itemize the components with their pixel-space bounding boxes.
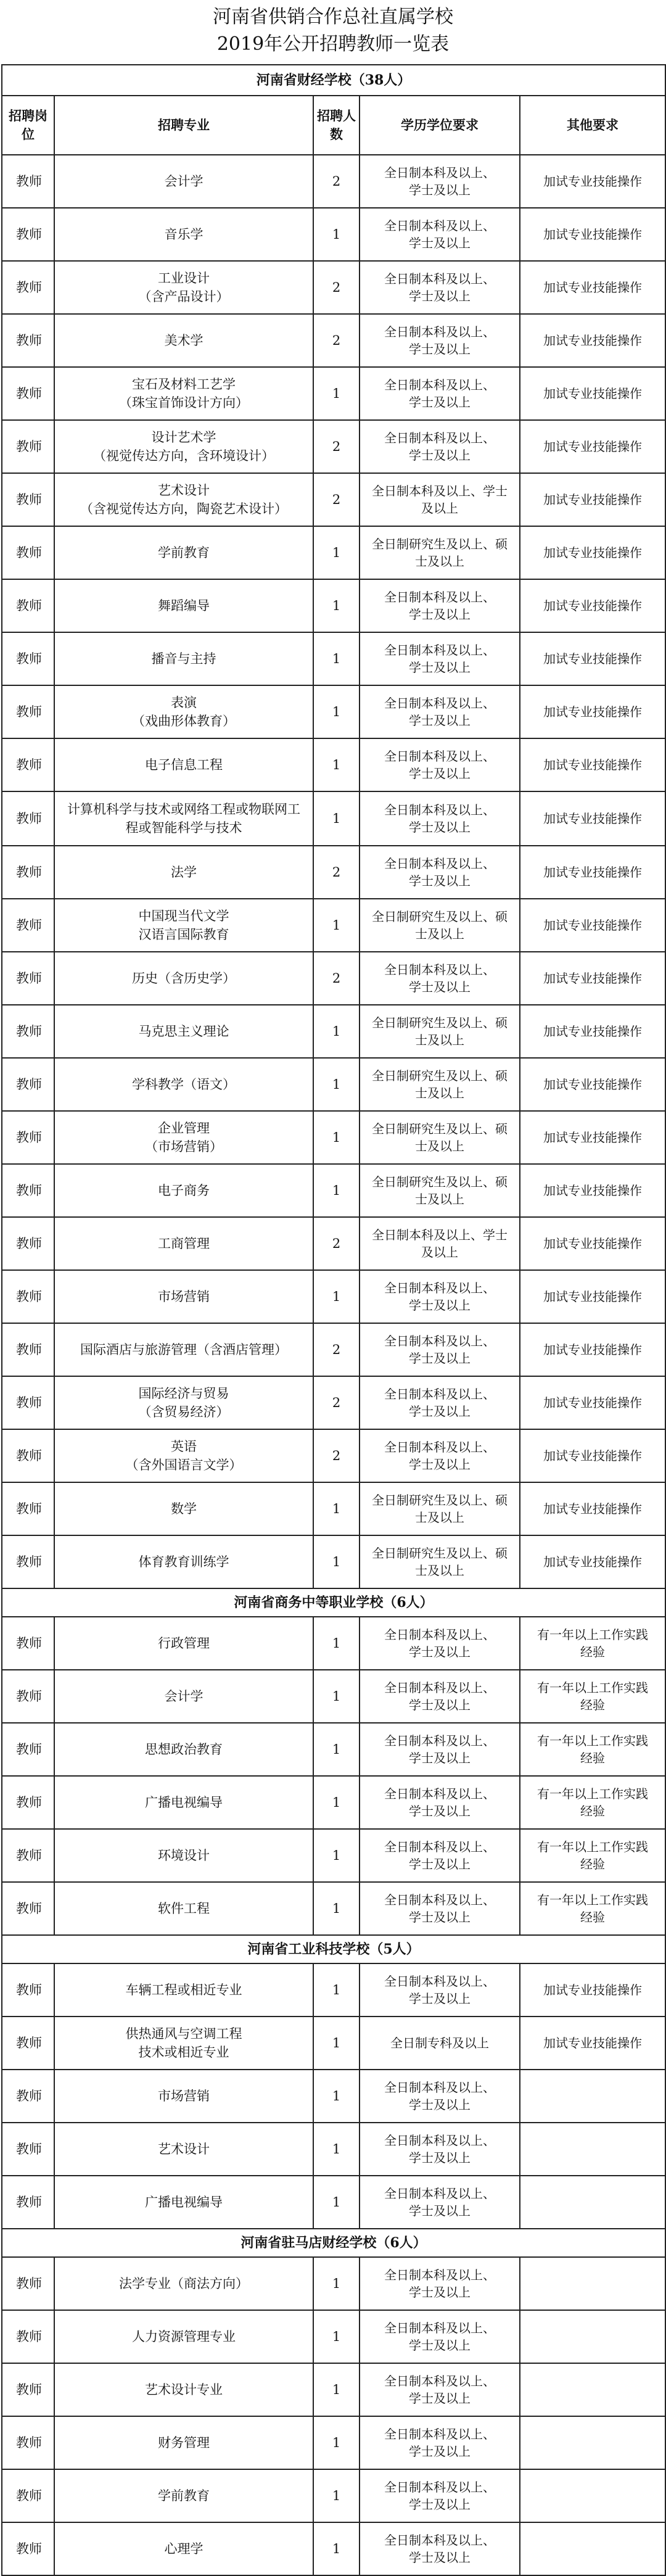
cell-major: 学科教学（语文） [54, 1058, 313, 1111]
cell-major: 音乐学 [54, 208, 313, 261]
cell-other: 加试专业技能操作 [520, 526, 665, 579]
table-row [2, 1829, 665, 1882]
cell-count: 1 [313, 1005, 360, 1058]
cell-count: 2 [313, 1323, 360, 1376]
cell-other: 加试专业技能操作 [520, 1535, 665, 1588]
cell-count: 1 [313, 1670, 360, 1723]
cell-major: 行政管理 [54, 1617, 313, 1670]
cell-count: 2 [313, 314, 360, 367]
cell-post: 教师 [2, 208, 54, 261]
table-row [2, 846, 665, 899]
cell-major: 设计艺术学 （视觉传达方向，含环境设计） [54, 420, 313, 473]
cell-post: 教师 [2, 1270, 54, 1323]
cell-degree: 全日制研究生及以上、硕 士及以上 [360, 526, 520, 579]
cell-count: 1 [313, 1164, 360, 1217]
cell-count: 1 [313, 2363, 360, 2416]
table-row [2, 1058, 665, 1111]
table-row [2, 952, 665, 1005]
cell-degree: 全日制本科及以上、 学士及以上 [360, 2522, 520, 2575]
table-row [2, 2522, 665, 2575]
table-row [2, 1217, 665, 1270]
cell-post: 教师 [2, 1482, 54, 1535]
cell-other: 加试专业技能操作 [520, 1164, 665, 1217]
cell-degree: 全日制本科及以上、 学士及以上 [360, 155, 520, 208]
cell-degree: 全日制本科及以上、 学士及以上 [360, 952, 520, 1005]
cell-major: 会计学 [54, 1670, 313, 1723]
cell-degree: 全日制本科及以上、 学士及以上 [360, 846, 520, 899]
cell-major: 市场营销 [54, 1270, 313, 1323]
table-row [2, 791, 665, 846]
cell-other [520, 2123, 665, 2176]
cell-count: 2 [313, 155, 360, 208]
cell-other [520, 2176, 665, 2229]
cell-major: 舞蹈编导 [54, 579, 313, 632]
cell-degree: 全日制本科及以上、 学士及以上 [360, 2416, 520, 2469]
cell-degree: 全日制本科及以上、学士 及以上 [360, 1217, 520, 1270]
cell-major: 工业设计 （含产品设计） [54, 261, 313, 314]
table-row [2, 1776, 665, 1829]
cell-other: 加试专业技能操作 [520, 1963, 665, 2017]
cell-major: 人力资源管理专业 [54, 2310, 313, 2363]
cell-degree: 全日制研究生及以上、硕 士及以上 [360, 1111, 520, 1164]
table-row [2, 367, 665, 420]
cell-degree: 全日制本科及以上、 学士及以上 [360, 1376, 520, 1429]
cell-other: 加试专业技能操作 [520, 155, 665, 208]
cell-count: 1 [313, 2070, 360, 2123]
cell-major: 财务管理 [54, 2416, 313, 2469]
cell-degree: 全日制本科及以上、 学士及以上 [360, 2363, 520, 2416]
cell-post: 教师 [2, 2363, 54, 2416]
cell-other [520, 2257, 665, 2310]
cell-count: 2 [313, 420, 360, 473]
cell-other: 加试专业技能操作 [520, 314, 665, 367]
cell-post: 教师 [2, 420, 54, 473]
cell-major: 广播电视编导 [54, 2176, 313, 2229]
cell-post: 教师 [2, 1723, 54, 1776]
cell-major: 国际经济与贸易 （含贸易经济） [54, 1376, 313, 1429]
cell-other: 加试专业技能操作 [520, 685, 665, 738]
cell-count: 1 [313, 367, 360, 420]
table-row [2, 2469, 665, 2522]
cell-other [520, 2310, 665, 2363]
table-row [2, 2363, 665, 2416]
cell-other: 加试专业技能操作 [520, 420, 665, 473]
cell-degree: 全日制本科及以上、 学士及以上 [360, 1882, 520, 1935]
table-row [2, 685, 665, 738]
cell-post: 教师 [2, 1670, 54, 1723]
cell-other: 加试专业技能操作 [520, 1376, 665, 1429]
cell-degree: 全日制本科及以上、 学士及以上 [360, 632, 520, 685]
section-header [2, 2229, 665, 2257]
table-row [2, 155, 665, 208]
cell-degree: 全日制本科及以上、 学士及以上 [360, 367, 520, 420]
cell-other: 有一年以上工作实践 经验 [520, 1723, 665, 1776]
column-header-count: 招聘人数 [313, 96, 360, 155]
cell-other: 加试专业技能操作 [520, 846, 665, 899]
recruitment-table [1, 64, 666, 2576]
cell-count: 2 [313, 846, 360, 899]
section-header [2, 1588, 665, 1617]
cell-major: 国际酒店与旅游管理（含酒店管理） [54, 1323, 313, 1376]
cell-degree: 全日制研究生及以上、硕 士及以上 [360, 899, 520, 952]
cell-degree: 全日制本科及以上、 学士及以上 [360, 2310, 520, 2363]
page-title-line1: 河南省供销合作总社直属学校 [213, 6, 453, 28]
cell-post: 教师 [2, 473, 54, 526]
cell-post: 教师 [2, 2176, 54, 2229]
table-row [2, 1882, 665, 1935]
section-title: 河南省商务中等职业学校（6人） [2, 1588, 665, 1617]
cell-other: 加试专业技能操作 [520, 632, 665, 685]
cell-count: 1 [313, 791, 360, 846]
cell-major: 英语 （含外国语言文学） [54, 1429, 313, 1482]
table-row [2, 1270, 665, 1323]
recruitment-table-body [2, 65, 665, 2575]
cell-degree: 全日制本科及以上、 学士及以上 [360, 2123, 520, 2176]
cell-major: 法学专业（商法方向） [54, 2257, 313, 2310]
cell-post: 教师 [2, 2416, 54, 2469]
table-row [2, 2310, 665, 2363]
cell-count: 2 [313, 473, 360, 526]
cell-count: 1 [313, 2017, 360, 2070]
column-header-row [2, 96, 665, 155]
cell-major: 电子信息工程 [54, 738, 313, 791]
cell-count: 1 [313, 208, 360, 261]
table-row [2, 632, 665, 685]
table-row [2, 1111, 665, 1164]
cell-post: 教师 [2, 1323, 54, 1376]
cell-count: 2 [313, 1217, 360, 1270]
cell-degree: 全日制本科及以上、 学士及以上 [360, 579, 520, 632]
cell-post: 教师 [2, 1963, 54, 2017]
cell-other: 加试专业技能操作 [520, 899, 665, 952]
table-row [2, 1535, 665, 1588]
cell-other: 加试专业技能操作 [520, 2017, 665, 2070]
page-title-line2: 2019年公开招聘教师一览表 [216, 33, 450, 55]
cell-post: 教师 [2, 1617, 54, 1670]
cell-count: 1 [313, 1963, 360, 2017]
cell-count: 1 [313, 632, 360, 685]
cell-count: 2 [313, 952, 360, 1005]
cell-count: 1 [313, 2469, 360, 2522]
cell-count: 1 [313, 1882, 360, 1935]
cell-post: 教师 [2, 526, 54, 579]
cell-post: 教师 [2, 738, 54, 791]
cell-degree: 全日制专科及以上 [360, 2017, 520, 2070]
cell-degree: 全日制本科及以上、 学士及以上 [360, 685, 520, 738]
cell-degree: 全日制本科及以上、 学士及以上 [360, 1963, 520, 2017]
section-header [2, 65, 665, 96]
cell-count: 1 [313, 1058, 360, 1111]
table-row [2, 2257, 665, 2310]
cell-count: 1 [313, 1723, 360, 1776]
cell-count: 1 [313, 1482, 360, 1535]
cell-other: 有一年以上工作实践 经验 [520, 1670, 665, 1723]
cell-other: 加试专业技能操作 [520, 1217, 665, 1270]
cell-degree: 全日制本科及以上、 学士及以上 [360, 1776, 520, 1829]
cell-other: 有一年以上工作实践 经验 [520, 1617, 665, 1670]
cell-other: 加试专业技能操作 [520, 367, 665, 420]
table-row [2, 2123, 665, 2176]
column-header-post: 招聘岗位 [2, 96, 54, 155]
cell-post: 教师 [2, 261, 54, 314]
cell-major: 学前教育 [54, 526, 313, 579]
table-row [2, 1164, 665, 1217]
cell-post: 教师 [2, 1217, 54, 1270]
column-header-major: 招聘专业 [54, 96, 313, 155]
table-row [2, 899, 665, 952]
cell-other [520, 2469, 665, 2522]
cell-degree: 全日制本科及以上、 学士及以上 [360, 2070, 520, 2123]
cell-post: 教师 [2, 1058, 54, 1111]
cell-major: 心理学 [54, 2522, 313, 2575]
cell-major: 思想政治教育 [54, 1723, 313, 1776]
table-row [2, 526, 665, 579]
cell-major: 工商管理 [54, 1217, 313, 1270]
cell-count: 2 [313, 261, 360, 314]
cell-post: 教师 [2, 1111, 54, 1164]
cell-major: 宝石及材料工艺学 （珠宝首饰设计方向） [54, 367, 313, 420]
cell-count: 2 [313, 1376, 360, 1429]
cell-post: 教师 [2, 579, 54, 632]
cell-other: 加试专业技能操作 [520, 261, 665, 314]
cell-degree: 全日制本科及以上、 学士及以上 [360, 208, 520, 261]
section-header [2, 1935, 665, 1963]
cell-other: 加试专业技能操作 [520, 1111, 665, 1164]
table-row [2, 1005, 665, 1058]
cell-degree: 全日制本科及以上、 学士及以上 [360, 1723, 520, 1776]
cell-other: 加试专业技能操作 [520, 208, 665, 261]
table-row [2, 2416, 665, 2469]
cell-post: 教师 [2, 685, 54, 738]
cell-count: 1 [313, 2310, 360, 2363]
cell-other: 加试专业技能操作 [520, 1058, 665, 1111]
cell-major: 播音与主持 [54, 632, 313, 685]
cell-degree: 全日制本科及以上、 学士及以上 [360, 2176, 520, 2229]
cell-major: 学前教育 [54, 2469, 313, 2522]
cell-post: 教师 [2, 2123, 54, 2176]
cell-degree: 全日制本科及以上、 学士及以上 [360, 314, 520, 367]
cell-major: 供热通风与空调工程 技术或相近专业 [54, 2017, 313, 2070]
cell-major: 艺术设计专业 [54, 2363, 313, 2416]
cell-post: 教师 [2, 1829, 54, 1882]
cell-other: 有一年以上工作实践 经验 [520, 1829, 665, 1882]
cell-other: 加试专业技能操作 [520, 1005, 665, 1058]
cell-major: 中国现当代文学 汉语言国际教育 [54, 899, 313, 952]
cell-count: 1 [313, 1270, 360, 1323]
cell-count: 1 [313, 579, 360, 632]
cell-degree: 全日制本科及以上、 学士及以上 [360, 791, 520, 846]
cell-count: 1 [313, 1111, 360, 1164]
table-row [2, 1723, 665, 1776]
cell-degree: 全日制研究生及以上、硕 士及以上 [360, 1058, 520, 1111]
cell-degree: 全日制本科及以上、学士 及以上 [360, 473, 520, 526]
cell-count: 1 [313, 2257, 360, 2310]
cell-post: 教师 [2, 155, 54, 208]
table-row [2, 1482, 665, 1535]
cell-post: 教师 [2, 2310, 54, 2363]
cell-other: 加试专业技能操作 [520, 473, 665, 526]
cell-major: 历史（含历史学） [54, 952, 313, 1005]
cell-other: 加试专业技能操作 [520, 738, 665, 791]
table-row [2, 208, 665, 261]
section-title: 河南省财经学校（38人） [2, 65, 665, 96]
table-row [2, 314, 665, 367]
cell-other: 加试专业技能操作 [520, 579, 665, 632]
cell-major: 表演 （戏曲形体教育） [54, 685, 313, 738]
cell-other: 加试专业技能操作 [520, 952, 665, 1005]
column-header-degree: 学历学位要求 [360, 96, 520, 155]
table-row [2, 1323, 665, 1376]
cell-count: 1 [313, 2123, 360, 2176]
table-row [2, 579, 665, 632]
table-row [2, 473, 665, 526]
cell-degree: 全日制本科及以上、 学士及以上 [360, 1829, 520, 1882]
table-row [2, 1670, 665, 1723]
cell-degree: 全日制本科及以上、 学士及以上 [360, 1270, 520, 1323]
cell-major: 美术学 [54, 314, 313, 367]
cell-post: 教师 [2, 314, 54, 367]
cell-post: 教师 [2, 1882, 54, 1935]
cell-other: 有一年以上工作实践 经验 [520, 1776, 665, 1829]
cell-degree: 全日制研究生及以上、硕 士及以上 [360, 1535, 520, 1588]
table-row [2, 2070, 665, 2123]
cell-major: 艺术设计 （含视觉传达方向，陶瓷艺术设计） [54, 473, 313, 526]
cell-other [520, 2070, 665, 2123]
cell-major: 企业管理 （市场营销） [54, 1111, 313, 1164]
cell-count: 1 [313, 1617, 360, 1670]
cell-other [520, 2416, 665, 2469]
cell-degree: 全日制本科及以上、 学士及以上 [360, 2469, 520, 2522]
cell-other: 加试专业技能操作 [520, 1429, 665, 1482]
cell-major: 软件工程 [54, 1882, 313, 1935]
cell-major: 市场营销 [54, 2070, 313, 2123]
section-title: 河南省驻马店财经学校（6人） [2, 2229, 665, 2257]
cell-post: 教师 [2, 2469, 54, 2522]
cell-major: 会计学 [54, 155, 313, 208]
cell-post: 教师 [2, 899, 54, 952]
table-row [2, 738, 665, 791]
column-header-other: 其他要求 [520, 96, 665, 155]
cell-post: 教师 [2, 632, 54, 685]
cell-count: 1 [313, 1776, 360, 1829]
cell-degree: 全日制研究生及以上、硕 士及以上 [360, 1164, 520, 1217]
cell-post: 教师 [2, 1776, 54, 1829]
cell-count: 1 [313, 2176, 360, 2229]
cell-count: 1 [313, 1535, 360, 1588]
cell-degree: 全日制研究生及以上、硕 士及以上 [360, 1482, 520, 1535]
cell-post: 教师 [2, 791, 54, 846]
table-row [2, 420, 665, 473]
cell-post: 教师 [2, 846, 54, 899]
cell-other [520, 2363, 665, 2416]
cell-count: 1 [313, 738, 360, 791]
table-row [2, 1429, 665, 1482]
cell-degree: 全日制本科及以上、 学士及以上 [360, 1323, 520, 1376]
cell-other: 加试专业技能操作 [520, 1323, 665, 1376]
cell-major: 数学 [54, 1482, 313, 1535]
cell-count: 1 [313, 2416, 360, 2469]
cell-degree: 全日制本科及以上、 学士及以上 [360, 420, 520, 473]
cell-count: 1 [313, 899, 360, 952]
cell-major: 艺术设计 [54, 2123, 313, 2176]
cell-post: 教师 [2, 2257, 54, 2310]
cell-post: 教师 [2, 1376, 54, 1429]
cell-degree: 全日制本科及以上、 学士及以上 [360, 738, 520, 791]
cell-major: 马克思主义理论 [54, 1005, 313, 1058]
cell-post: 教师 [2, 952, 54, 1005]
cell-other [520, 2522, 665, 2575]
table-row [2, 2017, 665, 2070]
cell-degree: 全日制本科及以上、 学士及以上 [360, 1429, 520, 1482]
table-row [2, 2176, 665, 2229]
cell-degree: 全日制本科及以上、 学士及以上 [360, 1670, 520, 1723]
table-row [2, 1617, 665, 1670]
cell-post: 教师 [2, 1005, 54, 1058]
cell-degree: 全日制本科及以上、 学士及以上 [360, 1617, 520, 1670]
cell-major: 计算机科学与技术或网络工程或物联网工 程或智能科学与技术 [54, 791, 313, 846]
cell-degree: 全日制本科及以上、 学士及以上 [360, 2257, 520, 2310]
cell-degree: 全日制本科及以上、 学士及以上 [360, 261, 520, 314]
cell-post: 教师 [2, 1429, 54, 1482]
cell-degree: 全日制研究生及以上、硕 士及以上 [360, 1005, 520, 1058]
cell-post: 教师 [2, 1164, 54, 1217]
cell-post: 教师 [2, 2522, 54, 2575]
cell-major: 环境设计 [54, 1829, 313, 1882]
cell-major: 广播电视编导 [54, 1776, 313, 1829]
cell-post: 教师 [2, 2070, 54, 2123]
cell-post: 教师 [2, 367, 54, 420]
table-row [2, 261, 665, 314]
section-title: 河南省工业科技学校（5人） [2, 1935, 665, 1963]
cell-count: 1 [313, 1829, 360, 1882]
cell-count: 1 [313, 2522, 360, 2575]
cell-other: 加试专业技能操作 [520, 1482, 665, 1535]
cell-major: 车辆工程或相近专业 [54, 1963, 313, 2017]
cell-post: 教师 [2, 1535, 54, 1588]
cell-post: 教师 [2, 2017, 54, 2070]
table-row [2, 1376, 665, 1429]
table-row [2, 1963, 665, 2017]
cell-major: 法学 [54, 846, 313, 899]
cell-count: 1 [313, 685, 360, 738]
cell-major: 电子商务 [54, 1164, 313, 1217]
cell-other: 加试专业技能操作 [520, 791, 665, 846]
cell-count: 2 [313, 1429, 360, 1482]
cell-other: 加试专业技能操作 [520, 1270, 665, 1323]
cell-count: 1 [313, 526, 360, 579]
cell-major: 体育教育训练学 [54, 1535, 313, 1588]
cell-other: 有一年以上工作实践 经验 [520, 1882, 665, 1935]
